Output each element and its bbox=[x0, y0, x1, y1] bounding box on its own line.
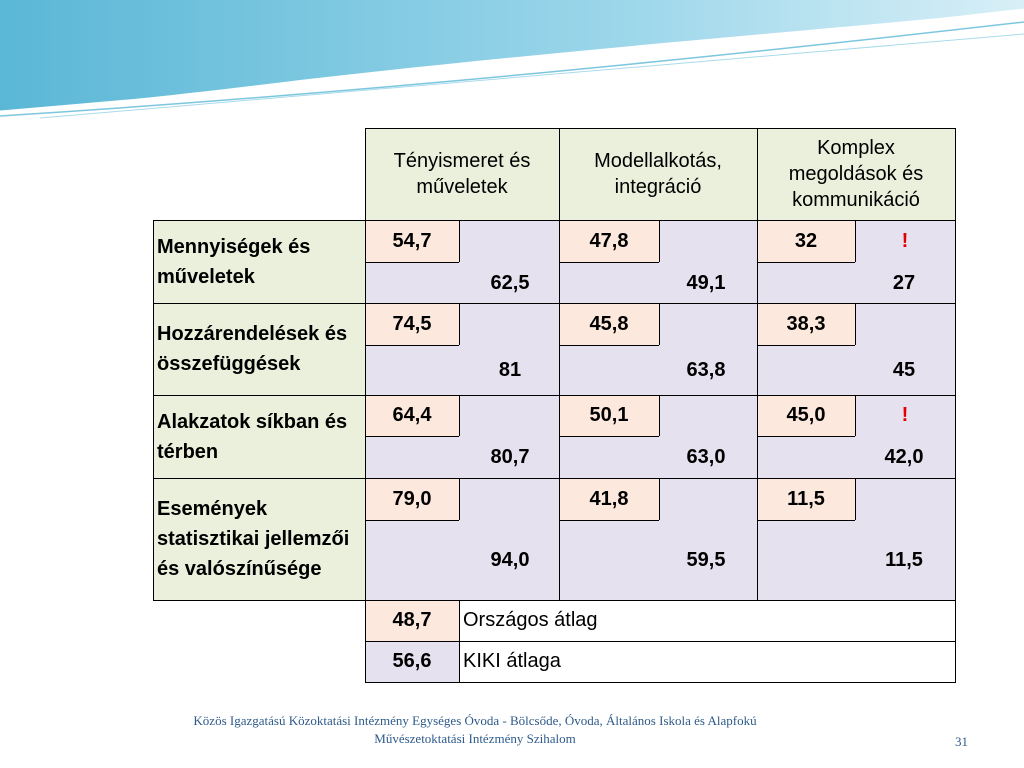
table-gridline bbox=[365, 641, 956, 642]
group-average-value: 62,5 bbox=[490, 271, 530, 294]
school-value-cell: 64,4 bbox=[365, 395, 459, 436]
table-gridline bbox=[365, 262, 459, 263]
table-gridline bbox=[757, 520, 855, 521]
table-gridline bbox=[459, 220, 460, 262]
category-label: Hozzárendelések és összefüggések bbox=[153, 303, 365, 395]
footer bbox=[0, 712, 950, 748]
table-gridline bbox=[365, 520, 459, 521]
table-gridline bbox=[559, 520, 659, 521]
table-gridline bbox=[955, 128, 956, 682]
table-gridline bbox=[855, 303, 856, 345]
group-average-value: 42,0 bbox=[884, 446, 924, 468]
column-header: Modellalkotás, integráció bbox=[559, 128, 757, 220]
footer-line-1: Közös Igazgatású Közoktatási Intézmény Egységes Óvoda - Bölcsőde, Óvoda, Általános Iskola és Alapfokú bbox=[193, 713, 757, 728]
group-average-value: 45 bbox=[892, 359, 916, 381]
category-label: Mennyiségek és műveletek bbox=[153, 220, 365, 303]
legend-value: 56,6 bbox=[365, 641, 459, 682]
group-average-value: 11,5 bbox=[885, 549, 923, 571]
warning-mark: ! bbox=[855, 395, 955, 436]
group-average-value: 59,5 bbox=[686, 549, 726, 571]
table-gridline bbox=[757, 128, 758, 600]
school-value-cell: 32 bbox=[757, 220, 855, 262]
table-gridline bbox=[659, 220, 660, 262]
table-gridline bbox=[365, 682, 956, 683]
table-gridline bbox=[459, 395, 460, 436]
school-value-cell: 41,8 bbox=[559, 478, 659, 520]
table-gridline bbox=[365, 436, 459, 437]
table-gridline bbox=[153, 220, 956, 221]
table-gridline bbox=[757, 345, 855, 346]
group-average-value: 80,7 bbox=[490, 446, 530, 468]
table-gridline bbox=[757, 262, 855, 263]
table-gridline bbox=[659, 395, 660, 436]
table-gridline bbox=[855, 220, 856, 262]
header-wave-decoration bbox=[0, 0, 1024, 130]
table-gridline bbox=[459, 303, 460, 345]
group-average-value: 49,1 bbox=[686, 271, 726, 294]
column-header: Tényismeret és műveletek bbox=[365, 128, 559, 220]
legend-value: 48,7 bbox=[365, 600, 459, 641]
table-gridline bbox=[659, 303, 660, 345]
group-average-value: 27 bbox=[892, 271, 916, 294]
table-gridline bbox=[757, 436, 855, 437]
school-value-cell: 38,3 bbox=[757, 303, 855, 345]
legend-label: Országos átlag bbox=[459, 600, 955, 641]
table-gridline bbox=[365, 128, 366, 682]
category-label: Események statisztikai jellemzői és valószínűsége bbox=[153, 478, 365, 600]
school-value-cell: 45,8 bbox=[559, 303, 659, 345]
table-gridline bbox=[153, 303, 956, 304]
table-gridline bbox=[153, 395, 956, 396]
school-value-cell: 54,7 bbox=[365, 220, 459, 262]
table-gridline bbox=[855, 395, 856, 436]
group-average-value: 81 bbox=[498, 359, 522, 381]
school-value-cell: 50,1 bbox=[559, 395, 659, 436]
warning-mark: ! bbox=[855, 220, 955, 262]
table-gridline bbox=[459, 478, 460, 520]
group-average-value: 94,0 bbox=[490, 549, 530, 571]
footer-line-2: Művészetoktatási Intézmény Szihalom bbox=[374, 731, 576, 746]
legend-label: KIKI átlaga bbox=[459, 641, 955, 682]
school-value-cell: 11,5 bbox=[757, 478, 855, 520]
table-gridline bbox=[659, 478, 660, 520]
table-gridline bbox=[153, 600, 956, 601]
group-average-value: 63,0 bbox=[686, 446, 726, 468]
table-gridline bbox=[559, 128, 560, 600]
group-average-value: 63,8 bbox=[686, 359, 726, 381]
table-gridline bbox=[153, 220, 154, 600]
table-gridline bbox=[559, 436, 659, 437]
school-value-cell: 79,0 bbox=[365, 478, 459, 520]
table-gridline bbox=[855, 478, 856, 520]
table-gridline bbox=[559, 345, 659, 346]
page-number: 31 bbox=[955, 734, 968, 749]
table-gridline bbox=[153, 478, 956, 479]
table-gridline bbox=[365, 345, 459, 346]
table-gridline bbox=[559, 262, 659, 263]
table-gridline bbox=[365, 128, 956, 129]
school-value-cell: 74,5 bbox=[365, 303, 459, 345]
category-label: Alakzatok síkban és térben bbox=[153, 395, 365, 478]
school-value-cell: 47,8 bbox=[559, 220, 659, 262]
column-header: Komplex megoldások és kommunikáció bbox=[757, 128, 955, 220]
table-gridline bbox=[459, 600, 460, 682]
school-value-cell: 45,0 bbox=[757, 395, 855, 436]
